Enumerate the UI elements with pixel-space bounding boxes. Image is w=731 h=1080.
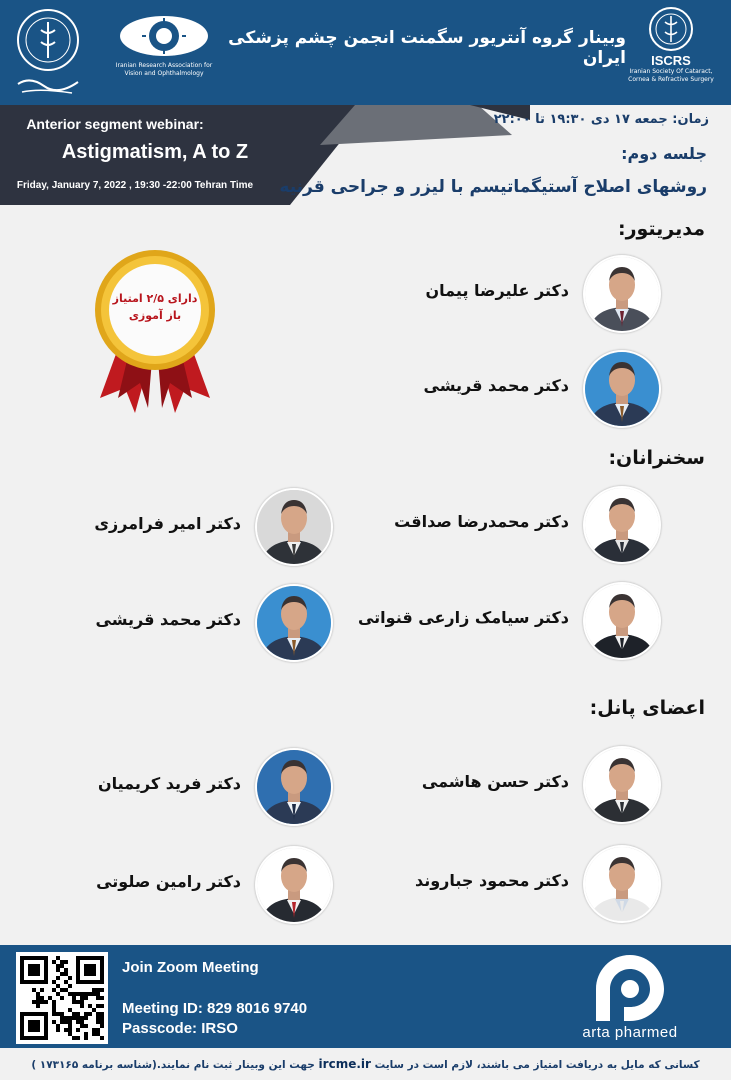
event-info-panel	[0, 105, 290, 205]
person-card	[341, 350, 661, 430]
person-card	[341, 582, 661, 662]
person-card	[13, 846, 333, 926]
avatar	[255, 846, 333, 924]
person-name: دکتر محمود جباروند	[414, 871, 569, 890]
iravo-org-name: Iranian Research Association for Vision and Ophthalmology	[115, 62, 213, 77]
panel-heading: اعضای پانل:	[589, 697, 705, 719]
person-name: دکتر امیر فرامرزی	[94, 514, 241, 533]
person-name: دکتر حسن هاشمی	[421, 772, 569, 791]
person-name: دکتر رامین صلوتی	[96, 872, 241, 891]
footer-banner	[0, 945, 731, 1048]
avatar	[583, 746, 661, 824]
person-name: دکتر محمد قریشی	[95, 610, 241, 629]
registration-note-text-end: جهت این وبینار ثبت نام نمایند.(شناسه برنامه ۱۷۳۱۶۵ )	[31, 1059, 315, 1071]
badge-retraining: باز آموزی	[128, 309, 182, 322]
event-subtitle: Anterior segment webinar:	[26, 116, 204, 132]
zoom-passcode: Passcode: IRSO	[122, 1020, 238, 1037]
event-time-fa: زمان: جمعه ۱۷ دی ۱۹:۳۰ تا ۲۲:۰۰	[493, 112, 709, 127]
person-card	[13, 748, 333, 828]
header-title: وبینار گروه آنتریور سگمنت انجمن چشم پزشکی ایران	[228, 28, 626, 68]
avatar	[255, 748, 333, 826]
registration-note	[0, 1048, 731, 1080]
iscrs-name: ISCRS	[651, 53, 691, 68]
avatar	[583, 582, 661, 660]
session-title: روشهای اصلاح آستیگماتیسم با لیزر و جراحی قرنیه	[279, 177, 707, 197]
avatar	[583, 350, 661, 428]
ircme-link[interactable]: ircme.ir	[318, 1057, 371, 1071]
person-card	[341, 255, 661, 335]
event-datetime: Friday, January 7, 2022 , 19:30 -22:00 Tehran Time	[16, 180, 254, 191]
person-name: دکتر محمد قریشی	[423, 376, 569, 395]
speakers-heading: سخنرانان:	[608, 447, 705, 469]
session-label: جلسه دوم:	[621, 144, 707, 163]
avatar	[583, 255, 661, 333]
avatar	[583, 845, 661, 923]
person-card	[341, 845, 661, 925]
person-name: دکتر سیامک زارعی قنواتی	[357, 608, 569, 627]
badge-points: دارای ۲/۵ امتیاز	[112, 292, 198, 305]
cme-points-badge	[90, 248, 220, 423]
zoom-join: Join Zoom Meeting	[122, 959, 259, 976]
person-card	[341, 746, 661, 826]
moderators-heading: مدیریتور:	[617, 218, 705, 240]
registration-note-text: کسانی که مایل به دریافت امتیاز می باشند، لازم است در سایت	[374, 1059, 700, 1071]
arta-pharmed-logo	[560, 949, 700, 1045]
avatar	[255, 584, 333, 662]
event-title: Astigmatism, A to Z	[61, 141, 249, 163]
person-card	[13, 584, 333, 664]
arta-pharmed-name: arta pharmed	[582, 1024, 678, 1041]
qr-code-icon[interactable]	[16, 952, 108, 1044]
avatar	[583, 486, 661, 564]
zoom-meeting-id: Meeting ID: 829 8016 9740	[122, 1000, 308, 1017]
person-card	[13, 488, 333, 568]
person-name: دکتر فرید کریمیان	[97, 774, 241, 793]
avatar	[255, 488, 333, 566]
person-name: دکتر محمدرضا صداقت	[394, 512, 569, 531]
person-name: دکتر علیرضا پیمان	[425, 281, 569, 300]
iscrs-subtitle: Iranian Society Of Cataract, Cornea & Refractive Surgery	[628, 68, 714, 83]
medal-icon	[90, 248, 220, 423]
person-card	[341, 486, 661, 566]
